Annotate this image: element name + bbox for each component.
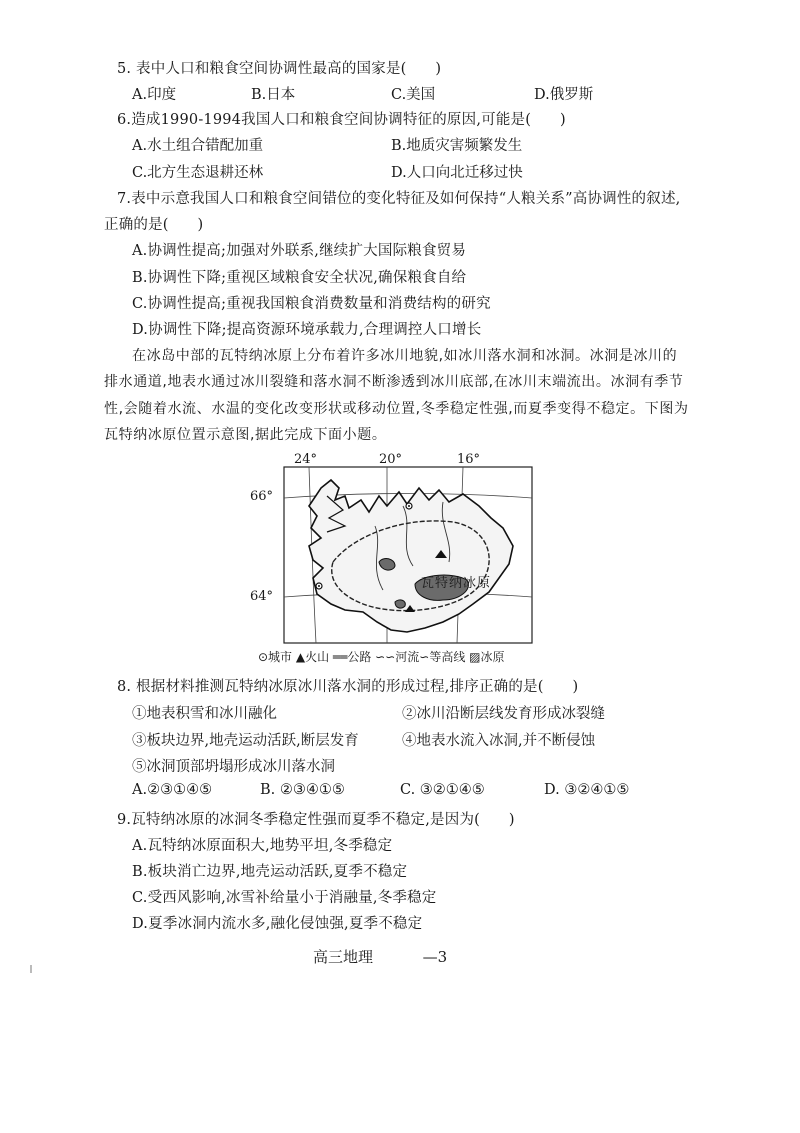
q8-stem: 8. 根据材料推测瓦特纳冰原冰川落水洞的形成过程,排序正确的是( ) bbox=[117, 679, 579, 695]
q9-option-b: B.板块消亡边界,地壳运动活跃,夏季不稳定 bbox=[132, 864, 408, 880]
q8-option-c: C. ③②①④⑤ bbox=[400, 782, 485, 798]
q9-option-c: C.受西风影响,冰雪补给量小于消融量,冬季稳定 bbox=[132, 890, 437, 906]
map-place-label: 瓦特纳冰原 bbox=[421, 576, 492, 591]
map-lon-label-16: 16° bbox=[457, 452, 481, 467]
q7-option-a: A.协调性提高;加强对外联系,继续扩大国际粮食贸易 bbox=[132, 243, 467, 259]
q7-stem-line1: 7.表中示意我国人口和粮食空间错位的变化特征及如何保持“人粮关系”高协调性的叙述, bbox=[117, 191, 681, 207]
map-lon-label-24: 24° bbox=[294, 452, 318, 467]
q8-item-1: ①地表积雪和冰川融化 bbox=[132, 706, 277, 722]
q8-item-3: ③板块边界,地壳运动活跃,断层发育 bbox=[132, 733, 359, 749]
map-lat-label-66: 66° bbox=[250, 489, 274, 504]
q6-option-a: A.水土组合错配加重 bbox=[132, 138, 264, 154]
page-footer bbox=[313, 946, 447, 967]
q8-item-5: ⑤冰洞顶部坍塌形成冰川落水洞 bbox=[132, 759, 335, 775]
map-lon-label-20: 20° bbox=[379, 452, 403, 467]
q9-stem: 9.瓦特纳冰原的冰洞冬季稳定性强而夏季不稳定,是因为( ) bbox=[117, 812, 515, 828]
q7-option-b: B.协调性下降;重视区域粮食安全状况,确保粮食自给 bbox=[132, 270, 467, 286]
q8-item-2: ②冰川沿断层线发育形成冰裂缝 bbox=[402, 706, 605, 722]
q9-option-a: A.瓦特纳冰原面积大,地势平坦,冬季稳定 bbox=[132, 838, 393, 854]
q9-option-d: D.夏季冰洞内流水多,融化侵蚀强,夏季不稳定 bbox=[132, 916, 423, 932]
passage-line-3: 性,会随着水流、水温的变化改变形状或移动位置,冬季稳定性强,而夏季变得不稳定。下图为 bbox=[104, 401, 689, 417]
q6-option-d: D.人口向北迁移过快 bbox=[391, 165, 523, 181]
q6-stem: 6.造成1990-1994我国人口和粮食空间协调特征的原因,可能是( ) bbox=[117, 112, 566, 128]
q5-option-c: C.美国 bbox=[391, 87, 436, 103]
q5-option-d: D.俄罗斯 bbox=[534, 87, 594, 103]
passage-line-4: 瓦特纳冰原位置示意图,据此完成下面小题。 bbox=[104, 427, 387, 443]
q7-option-d: D.协调性下降;提高资源环境承载力,合理调控人口增长 bbox=[132, 322, 482, 338]
glacier-small-2 bbox=[395, 600, 405, 608]
q5-option-a: A.印度 bbox=[132, 87, 177, 103]
passage-line-1: 在冰岛中部的瓦特纳冰原上分布着许多冰川地貌,如冰川落水洞和冰洞。冰洞是冰川的 bbox=[132, 348, 678, 364]
map-lat-label-64: 64° bbox=[250, 589, 274, 604]
q8-option-a: A.②③①④⑤ bbox=[132, 782, 213, 798]
q6-option-b: B.地质灾害频繁发生 bbox=[391, 138, 523, 154]
q7-stem-line2: 正确的是( ) bbox=[104, 217, 204, 233]
passage-line-2: 排水通道,地表水通过冰川裂缝和落水洞不断渗透到冰川底部,在冰川末端流出。冰洞有季节 bbox=[104, 374, 684, 390]
q5-stem: 5. 表中人口和粮食空间协调性最高的国家是( ) bbox=[117, 61, 442, 77]
map-legend: ⊙城市 ▲火山 ══公路 ∽∽河流∽等高线 ▨冰原 bbox=[258, 650, 505, 664]
q5-option-b: B.日本 bbox=[251, 87, 296, 103]
q8-option-d: D. ③②④①⑤ bbox=[544, 782, 630, 798]
q8-item-4: ④地表水流入冰洞,并不断侵蚀 bbox=[402, 733, 596, 749]
q8-option-b: B. ②③④①⑤ bbox=[260, 782, 345, 798]
iceland-map bbox=[283, 466, 533, 644]
q7-option-c: C.协调性提高;重视我国粮食消费数量和消费结构的研究 bbox=[132, 296, 491, 312]
q6-option-c: C.北方生态退耕还林 bbox=[132, 165, 264, 181]
footer-subject: 高三地理 bbox=[313, 948, 374, 966]
footer-page-number: —3 bbox=[422, 948, 448, 966]
scan-mark bbox=[30, 965, 32, 973]
